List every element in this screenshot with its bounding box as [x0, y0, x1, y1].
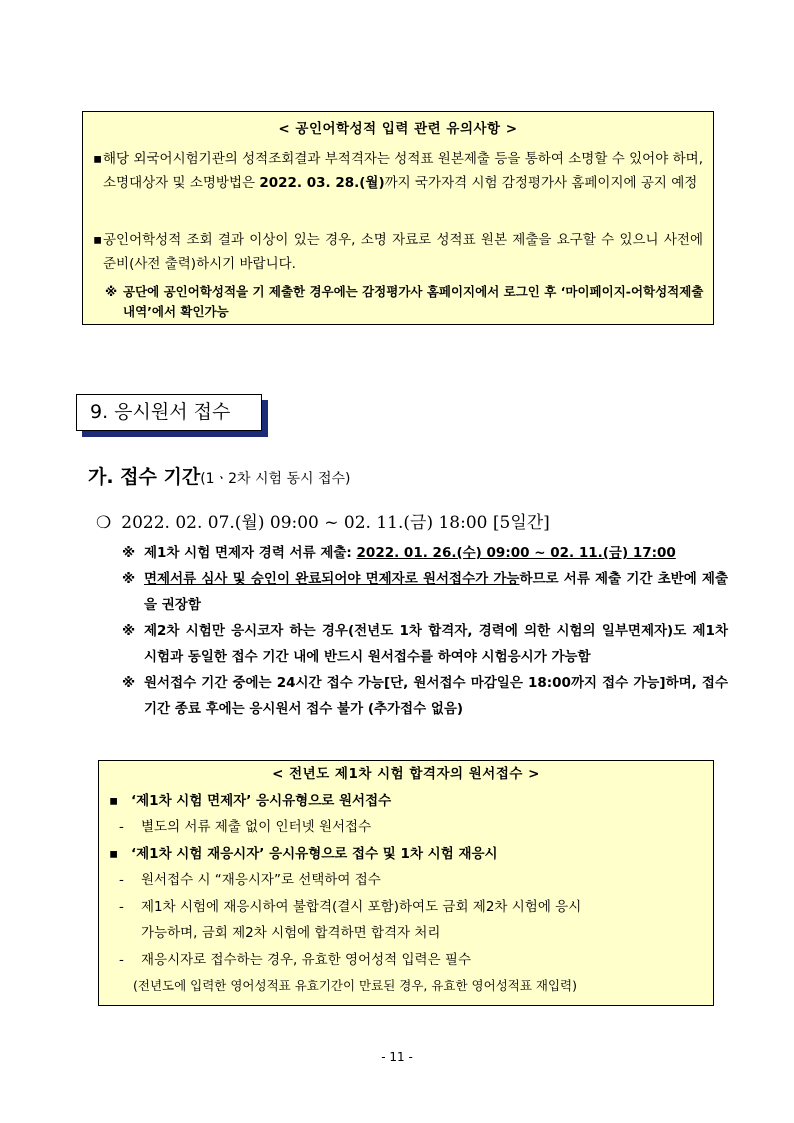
exam-box-paren — [99, 973, 713, 1000]
exam-box-d3-line1: 제1차 시험에 재응시하여 불합격(결시 포함)하여도 금회 제2차 시험에 응시 — [141, 898, 582, 915]
dash-icon: - — [119, 898, 124, 915]
circle-bullet-icon: ❍ — [96, 513, 112, 533]
notice-item-2-text: 공인어학성적 조회 결과 이상이 있는 경우, 소명 자료로 성적표 원본 제출을 요구할 수 있으니 사전에 준비(사전 출력)하시기 바랍니다. — [103, 232, 703, 272]
notice-title: < 공인어학성적 입력 관련 유의사항 > — [278, 121, 518, 137]
notes-list — [122, 540, 728, 722]
notice-item-1-tail: 까지 국가자격 시험 감정평가사 홈페이지에 공지 예정 — [384, 175, 698, 191]
exam-box-d4: 재응시자로 접수하는 경우, 유효한 영어성적 입력은 필수 — [141, 951, 471, 968]
subsection-paren: (1ㆍ2차 시험 동시 접수) — [200, 471, 351, 487]
bullet-icon: ▪ — [93, 151, 103, 167]
note-item-4 — [122, 670, 728, 722]
note-item-1 — [122, 540, 728, 566]
notice-box — [82, 111, 714, 325]
exam-box-b2: ‘제1차 시험 재응시자’ 응시유형으로 접수 및 1차 시험 재응시 — [131, 845, 498, 862]
section-title: 9. 응시원서 접수 — [76, 394, 262, 431]
dash-icon: - — [119, 872, 124, 888]
exam-box-d1: 별도의 서류 제출 없이 인터넷 원서접수 — [141, 819, 372, 835]
exam-box-b1: ‘제1차 시험 면제자’ 응시유형으로 원서접수 — [131, 792, 392, 809]
exam-box-d4-paren: (전년도에 입력한 영어성적표 유효기간이 만료된 경우, 유효한 영어성적표 재입력) — [133, 978, 577, 993]
exam-box-bullet-1 — [99, 788, 713, 815]
dash-icon: - — [119, 819, 124, 835]
note-item-2 — [122, 566, 728, 618]
reference-mark-icon: ※ — [122, 545, 136, 561]
reference-mark-icon: ※ — [105, 284, 118, 299]
period-text: 2022. 02. 07.(월) 09:00 ~ 02. 11.(금) 18:00 [5일간] — [121, 513, 550, 533]
bullet-icon: ▪ — [109, 792, 119, 809]
exam-box-dash-4 — [99, 947, 713, 974]
notice-item-1-text: 해당 외국어시험기관의 성적조회결과 부적격자는 성적표 원본제출 등을 통하여 소명할 수 있어야 하며, 소명대상자 및 소명방법은 — [103, 151, 703, 191]
note-2-tail: 하므로 서류 제출 기간 초반에 제출을 권장함 — [144, 571, 729, 613]
notice-note — [105, 282, 705, 322]
exam-box-d3-line2: 가능하며, 금회 제2차 시험에 합격하면 합격자 처리 — [141, 925, 441, 941]
notice-item-2 — [93, 228, 703, 276]
exam-box-dash-2 — [99, 867, 713, 894]
reference-mark-icon: ※ — [122, 571, 136, 587]
notice-item-1 — [93, 147, 703, 195]
note-1-dates: 2022. 01. 26.(수) 09:00 ~ 02. 11.(금) 17:00 — [356, 545, 676, 561]
section-heading — [76, 394, 262, 431]
note-2-underline: 면제서류 심사 및 승인이 완료되어야 면제자로 원서접수가 가능 — [144, 571, 520, 587]
note-1-lead: 제1차 시험 면제자 경력 서류 제출: — [144, 545, 357, 561]
exam-box-title: < 전년도 제1차 시험 합격자의 원서접수 > — [272, 766, 540, 782]
exam-box-dash-3 — [99, 894, 713, 947]
exam-box-bullet-2 — [99, 841, 713, 868]
dash-icon: - — [119, 951, 124, 968]
exam-box-dash-1 — [99, 814, 713, 841]
note-item-3 — [122, 618, 728, 670]
note-4-text: 원서접수 기간 중에는 24시간 접수 가능[단, 원서접수 마감일은 18:00까지 접수 가능]하며, 접수 기간 종료 후에는 응시원서 접수 불가 (추가접수 없음) — [144, 675, 728, 717]
notice-item-1-date: 2022. 03. 28.(월) — [259, 175, 385, 191]
bullet-icon: ▪ — [93, 232, 103, 248]
bullet-icon: ▪ — [109, 845, 119, 862]
reference-mark-icon: ※ — [122, 623, 136, 639]
subsection-label: 가. 접수 기간 — [88, 466, 201, 488]
notice-note-text: 공단에 공인어학성적을 기 제출한 경우에는 감정평가사 홈페이지에서 로그인 후 ‘마이페이지-어학성적제출내역’에서 확인가능 — [123, 284, 704, 319]
reference-mark-icon: ※ — [122, 675, 136, 691]
page-number: - 11 - — [381, 1050, 413, 1064]
subsection-heading — [88, 462, 351, 489]
exam-box-d2: 원서접수 시 “재응시자”로 선택하여 접수 — [141, 872, 381, 888]
note-3-text: 제2차 시험만 응시코자 하는 경우(전년도 1차 합격자, 경력에 의한 시험의 일부면제자)도 제1차 시험과 동일한 접수 기간 내에 반드시 원서접수를 하여야 시험응시가 가능함 — [144, 623, 728, 665]
previous-passers-box — [98, 760, 714, 1006]
application-period — [96, 508, 550, 533]
